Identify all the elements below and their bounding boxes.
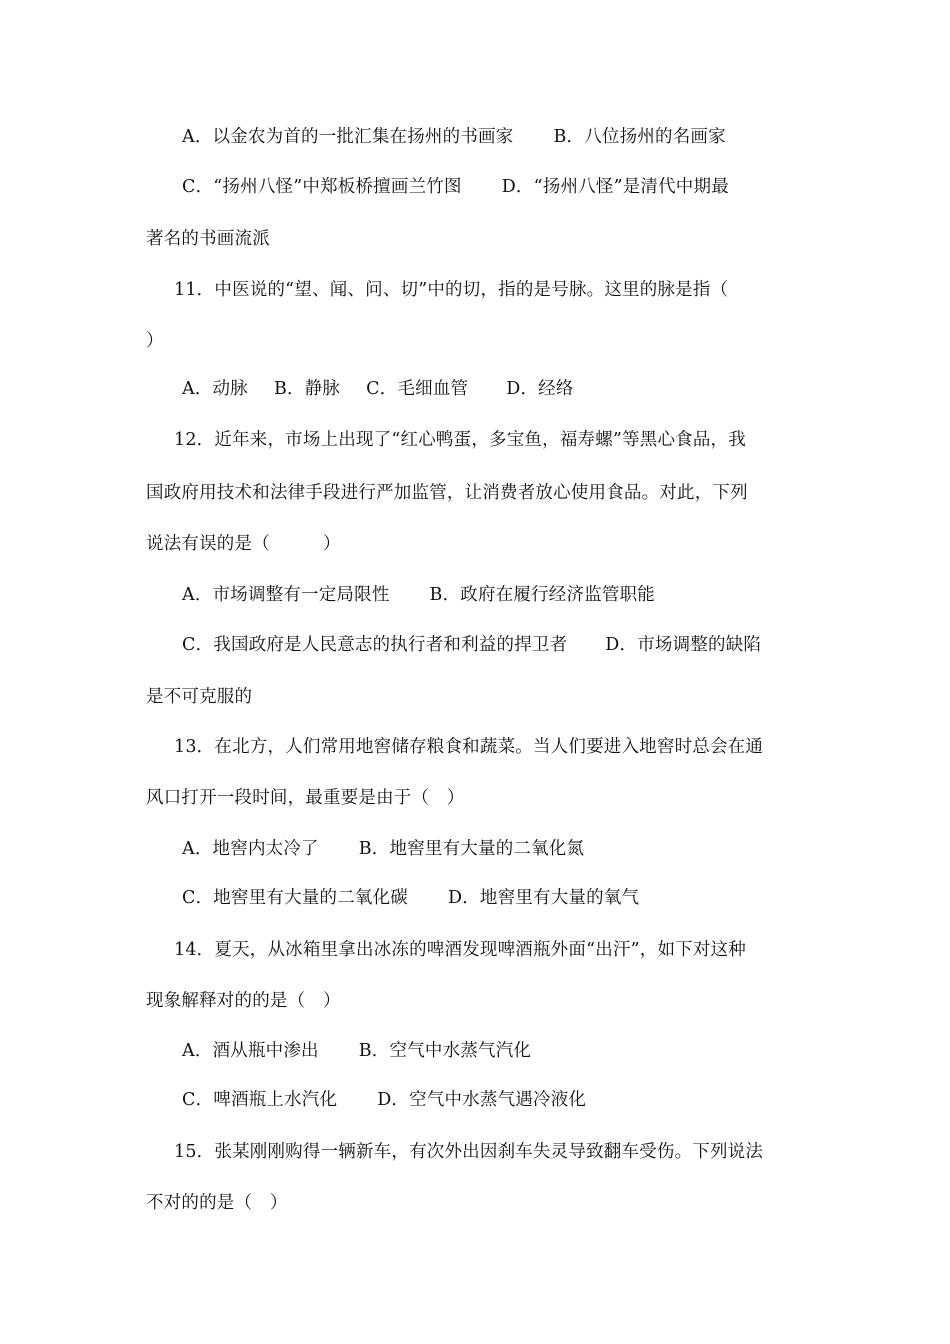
q14-option-d: D．空气中水蒸气遇冷液化: [377, 1090, 587, 1110]
q11-option-b: B．静脉: [273, 379, 341, 399]
q12-option-d: D．市场调整的缺陷: [605, 635, 762, 655]
q12-option-a: A．市场调整有一定局限性: [182, 585, 390, 605]
q12-option-d-continued: 是不可克服的: [146, 687, 253, 707]
q14-option-c: C．啤酒瓶上水汽化: [182, 1090, 338, 1110]
q10-option-d-continued: 著名的书画流派: [146, 229, 270, 249]
q10-option-c: C．“扬州八怪”中郑板桥擅画兰竹图: [182, 177, 462, 197]
q13-options-cd: [182, 886, 639, 910]
q14-option-b: B．空气中水蒸气汽化: [358, 1041, 532, 1061]
q13-option-c: C．地窖里有大量的二氧化碳: [182, 888, 408, 908]
q11-option-d: D．经络: [506, 379, 574, 399]
q14-stem-continued: 现象解释对的的是（ ）: [146, 991, 341, 1011]
q10-options-ab: [182, 125, 726, 149]
q12-option-c: C．我国政府是人民意志的执行者和利益的捍卫者: [182, 635, 568, 655]
q10-options-cd: [182, 175, 729, 199]
q14-options-cd: [182, 1088, 586, 1112]
q14-option-a: A．酒从瓶中渗出: [182, 1041, 319, 1061]
q13-option-b: B．地窖里有大量的二氧化氮: [358, 839, 585, 859]
q14-stem: 14．夏天，从冰箱里拿出冰冻的啤酒发现啤酒瓶外面“出汗”，如下对这种: [174, 940, 746, 960]
q11-option-c: C．毛细血管: [366, 379, 469, 399]
q11-stem-continued: ）: [146, 331, 164, 351]
q13-options-ab: [182, 837, 584, 861]
q12-options-cd: [182, 633, 761, 657]
q10-option-a: A．以金农为首的一批汇集在扬州的书画家: [182, 127, 514, 147]
q15-stem-continued: 不对的的是（ ）: [146, 1193, 288, 1213]
q12-stem: 12．近年来，市场上出现了“红心鸭蛋，多宝鱼，福寿螺”等黑心食品，我: [174, 430, 746, 450]
q11-options: [182, 377, 574, 401]
q12-stem-line2: 国政府用技术和法律手段进行严加监管，让消费者放心使用食品。对此，下列: [146, 483, 748, 503]
q13-stem: 13．在北方，人们常用地窖储存粮食和蔬菜。当人们要进入地窖时总会在通: [174, 737, 764, 757]
q13-stem-continued: 风口打开一段时间，最重要是由于（ ）: [146, 788, 465, 808]
q14-options-ab: [182, 1039, 531, 1063]
q12-option-b: B．政府在履行经济监管职能: [429, 585, 656, 605]
q12-stem-line3: 说法有误的是（ ）: [146, 534, 341, 554]
q11-stem: 11．中医说的“望、闻、问、切”中的切，指的是号脉。这里的脉是指（: [174, 280, 729, 300]
q15-stem: 15．张某刚刚购得一辆新车，有次外出因刹车失灵导致翻车受伤。下列说法: [174, 1142, 764, 1162]
q13-option-d: D．地窖里有大量的氧气: [448, 888, 640, 908]
q10-option-d: D．“扬州八怪”是清代中期最: [501, 177, 729, 197]
q10-option-b: B．八位扬州的名画家: [553, 127, 726, 147]
q11-option-a: A．动脉: [182, 379, 248, 399]
q13-option-a: A．地窖内太冷了: [182, 839, 319, 859]
q12-options-ab: [182, 583, 655, 607]
